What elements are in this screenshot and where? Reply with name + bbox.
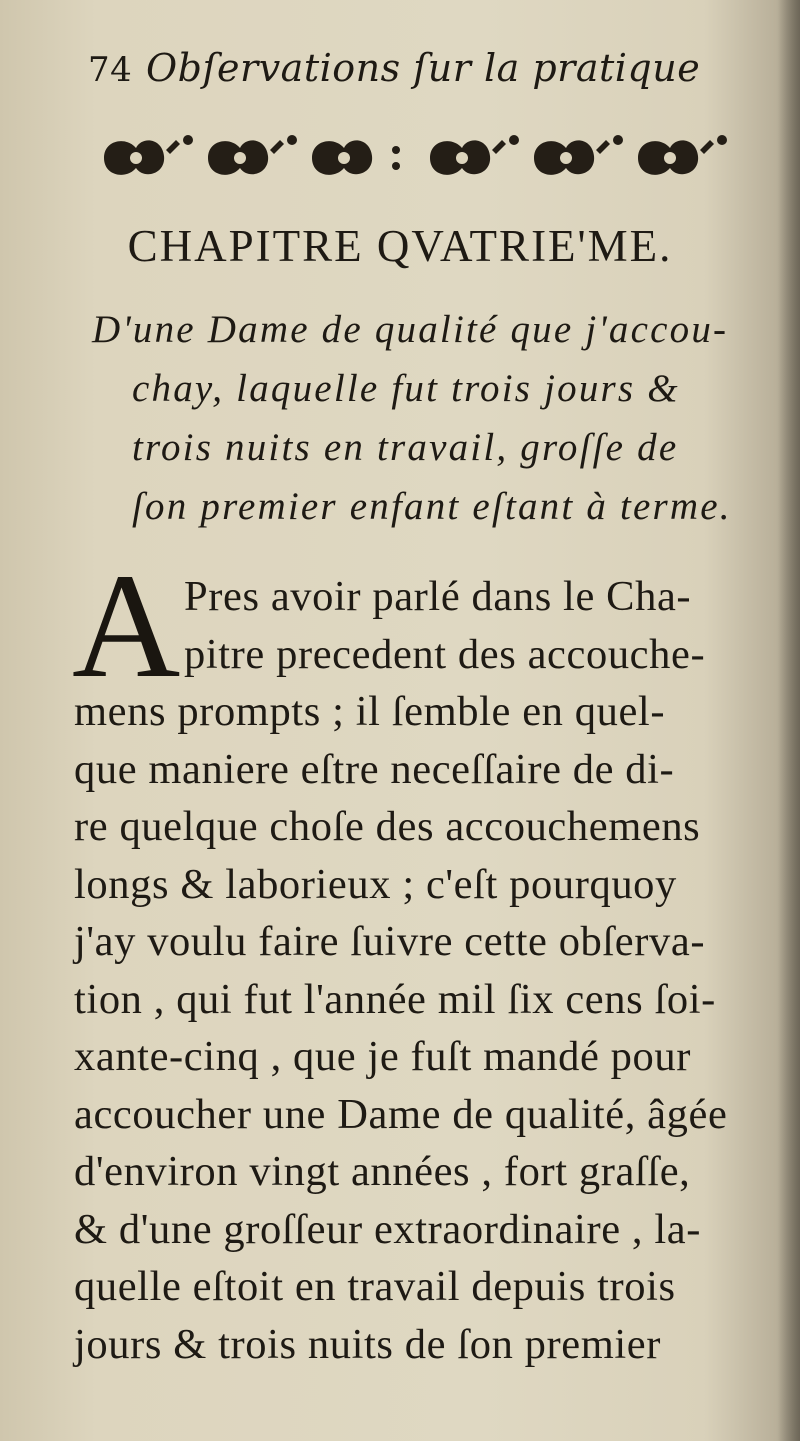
text-line: j'ay voulu faire ſuivre cette obſerva-: [74, 918, 706, 965]
summary-line: ſon premier enfant eſtant à terme.: [132, 485, 732, 528]
text-line: d'environ vingt années , fort graſſe,: [74, 1148, 691, 1195]
text-line: mens prompts ; il ſemble en quel-: [74, 688, 666, 735]
body-paragraph: [72, 543, 754, 1373]
text-line: re quelque choſe des accouchemens: [74, 803, 701, 850]
drop-cap: A: [72, 543, 181, 709]
text-line: Pres avoir parlé dans le Cha-: [184, 573, 692, 620]
chapter-summary: [92, 300, 772, 536]
summary-line: D'une Dame de qualité que j'accou-: [92, 308, 729, 351]
text-line: quelle eſtoit en travail depuis trois: [74, 1263, 676, 1310]
running-head: [88, 42, 728, 94]
text-line: jours & trois nuits de ſon premier: [74, 1320, 661, 1368]
running-title: Obſervations ſur la pratique: [146, 46, 701, 90]
text-line: tion , qui fut l'année mil ſix cens ſoi-: [74, 975, 716, 1023]
summary-line: chay, laquelle fut trois jours &: [132, 367, 680, 410]
summary-line: trois nuits en travail, groſſe de: [132, 426, 679, 469]
text-line: pitre precedent des accouche-: [184, 630, 706, 678]
text-line: xante-cinq , que je fuſt mandé pour: [74, 1033, 691, 1080]
page-number: 74: [88, 50, 133, 90]
text-line: longs & laborieux ; c'eſt pourquoy: [74, 860, 677, 908]
fleuron-ornament: [90, 126, 750, 182]
chapter-heading: CHAPITRE QVATRIE'ME.: [127, 221, 673, 271]
text-line: que maniere eſtre neceſſaire de di-: [74, 745, 675, 793]
text-line: accoucher une Dame de qualité, âgée: [74, 1090, 728, 1138]
page-gutter-shadow: [778, 0, 800, 1441]
text-line: & d'une groſſeur extraordinaire , la-: [74, 1205, 701, 1253]
